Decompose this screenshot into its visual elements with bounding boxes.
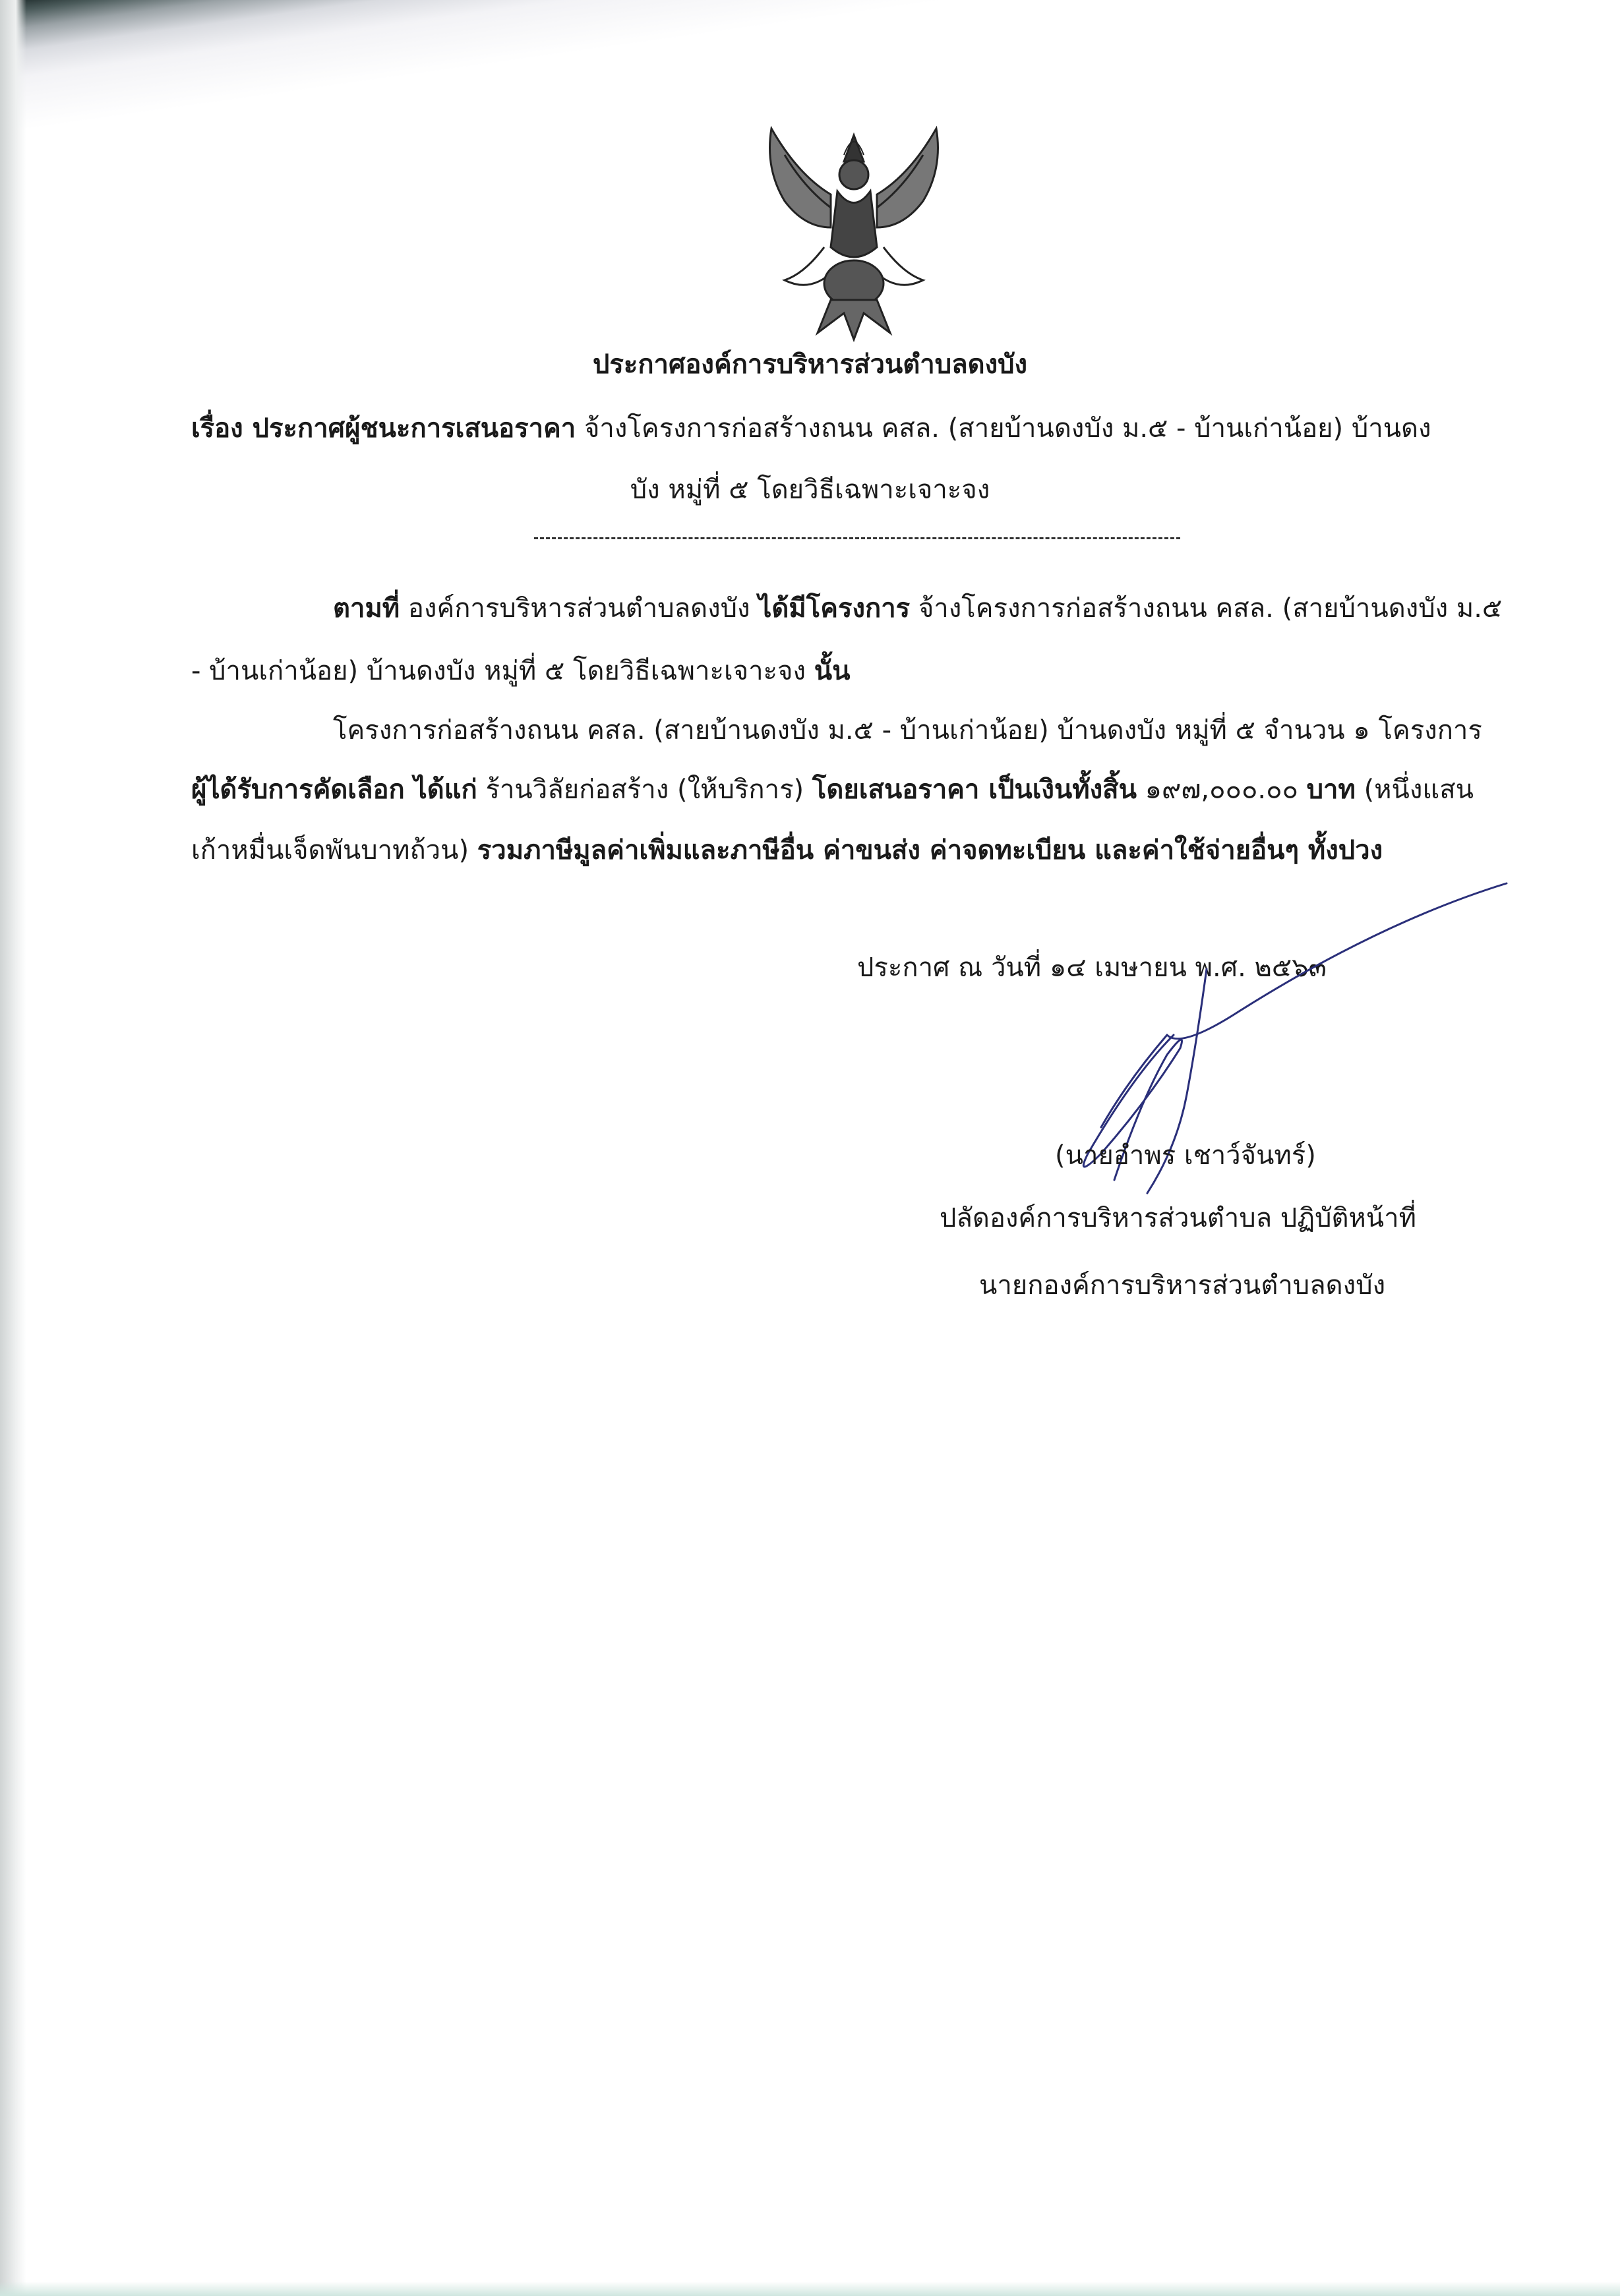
p2-text-2: ร้านวิลัยก่อสร้าง (ให้บริการ) [477,775,812,805]
p2-bold-3: บาท [1306,775,1356,805]
subject-line-1 [191,410,1431,447]
p2-bold-2: โดยเสนอราคา เป็นเงินทั้งสิ้น [812,775,1137,805]
subject-label: เรื่อง ประกาศผู้ชนะการเสนอราคา [191,413,576,444]
date-value: ๑๔ เมษายน พ.ศ. ๒๕๖๓ [1041,953,1327,983]
subject-text: จ้างโครงการก่อสร้างถนน คสล. (สายบ้านดงบัง ม.๕ - บ้านเก่าน้อย) บ้านดง [576,413,1431,444]
date-label: ประกาศ ณ วันที่ [857,953,1042,983]
signer-name: (นายอำพร เชาว์จันทร์) [1055,1140,1316,1171]
paragraph-1-line-2 [191,653,850,690]
garuda-emblem-icon [745,115,963,349]
paragraph-2-line-2 [191,771,1474,808]
p1-bold-2: ได้มีโครงการ [758,593,911,624]
p2-text-4: (หนึ่งแสน [1355,775,1474,805]
divider [534,537,1180,539]
announcement-title: ประกาศองค์การบริหารส่วนตำบลดงบัง [592,349,1028,380]
p1-bold-3: นั้น [814,656,851,686]
p2-text-5: เก้าหมื่นเจ็ดพันบาทถ้วน) [191,835,477,866]
p2-bold-1: ผู้ได้รับการคัดเลือก ได้แก่ [191,775,477,805]
paragraph-1-line-1 [333,590,1502,627]
paragraph-2-line-1: โครงการก่อสร้างถนน คสล. (สายบ้านดงบัง ม.๕ - บ้านเก่าน้อย) บ้านดงบัง หมู่ที่ ๕ จำนวน ๑ โครงการ [333,715,1482,746]
p1-text-3: - บ้านเก่าน้อย) บ้านดงบัง หมู่ที่ ๕ โดยวิธีเฉพาะเจาะจง [191,656,814,686]
p1-text-1: องค์การบริหารส่วนตำบลดงบัง [400,593,759,624]
p2-bold-4: รวมภาษีมูลค่าเพิ่มและภาษีอื่น ค่าขนส่ง ค่าจดทะเบียน และค่าใช้จ่ายอื่นๆ ทั้งปวง [477,835,1383,866]
p1-text-2: จ้างโครงการก่อสร้างถนน คสล. (สายบ้านดงบัง ม.๕ [910,593,1503,624]
subject-line-2: บัง หมู่ที่ ๕ โดยวิธีเฉพาะเจาะจง [630,475,990,505]
p2-amount: ๑๙๗,๐๐๐.๐๐ [1136,775,1307,805]
scan-bottom-edge [0,2281,1620,2296]
paragraph-2-line-3 [191,832,1383,869]
signer-position-2: นายกองค์การบริหารส่วนตำบลดงบัง [979,1270,1386,1301]
signer-position-1: ปลัดองค์การบริหารส่วนตำบล ปฏิบัติหน้าที่ [940,1203,1416,1233]
scan-left-edge [0,0,26,2296]
p1-bold-1: ตามที่ [333,593,400,624]
